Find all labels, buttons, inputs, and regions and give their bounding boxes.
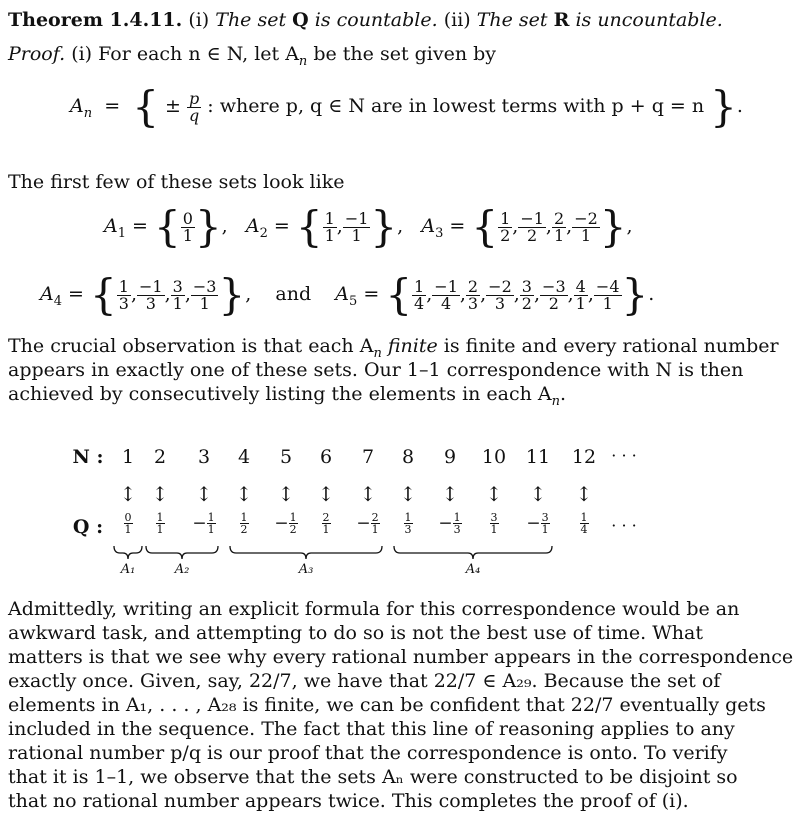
minus-sign: −	[274, 513, 289, 534]
closing-line: rational number p/q is our proof that the correspondence is onto. To verify	[8, 742, 728, 764]
rational-numerator: 1	[453, 511, 461, 524]
period: .	[648, 283, 655, 305]
q-label: Q :	[72, 516, 104, 538]
fraction-denominator: 3	[145, 293, 156, 313]
comma: ,	[426, 283, 433, 305]
right-brace: }	[370, 202, 398, 251]
rational-denominator: 1	[490, 523, 498, 536]
bijection-arrow: ↕	[277, 482, 295, 506]
rational-numerator: 1	[404, 511, 412, 524]
underbrace	[394, 546, 552, 559]
right-brace: }	[621, 270, 649, 319]
separator: ,	[245, 283, 276, 305]
fraction-numerator: 4	[575, 276, 586, 296]
bijection-arrow: ↕	[359, 482, 377, 506]
closing-line: included in the sequence. The fact that this line of reasoning applies to any	[8, 718, 735, 740]
rational-denominator: 1	[156, 523, 164, 536]
left-brace: {	[132, 82, 159, 131]
left-brace: {	[90, 270, 117, 319]
part-two-end: is uncountable.	[575, 9, 723, 31]
def-frac-den: q	[188, 105, 200, 125]
fraction-denominator: 1	[172, 293, 183, 313]
natural-number: 1	[121, 446, 135, 468]
natural-number: 3	[197, 446, 211, 468]
rational-numerator: 1	[207, 511, 215, 524]
def-where: : where p, q ∈ N are in lowest terms with p + q = n	[207, 95, 705, 117]
left-brace: {	[154, 202, 181, 251]
closing-line: awkward task, and attempting to do so is not the best use of time. What	[8, 622, 703, 644]
fraction-numerator: 2	[553, 208, 565, 228]
fraction-numerator: 0	[182, 208, 193, 228]
set-name: A	[335, 283, 350, 305]
right-brace: }	[710, 82, 737, 131]
bijection-arrow: ↕	[575, 482, 593, 506]
comma: ,	[587, 283, 594, 305]
part-one-text: The set	[215, 9, 287, 31]
crucial-text-4: achieved by consecutively listing the elements in each A	[8, 383, 552, 405]
comma: ,	[459, 283, 466, 305]
rational-numerator: 3	[490, 511, 498, 524]
part-one-prefix: (i)	[188, 9, 210, 31]
fraction-denominator: 1	[324, 225, 335, 245]
and-word: and	[275, 283, 312, 305]
rational-numerator: 1	[240, 511, 248, 524]
bijection-arrow: ↕	[151, 482, 169, 506]
fraction-denominator: 2	[500, 225, 511, 245]
fraction-numerator: 3	[172, 276, 183, 296]
set-name: A	[104, 215, 118, 237]
equals-sign: =	[443, 215, 472, 237]
equals-sign: =	[62, 283, 91, 305]
bijection-arrow: ↕	[317, 482, 335, 506]
fraction-denominator: 3	[467, 293, 479, 313]
comma: ,	[545, 215, 552, 237]
natural-number: 9	[443, 446, 457, 468]
comma: ,	[566, 215, 573, 237]
comma: ,	[130, 283, 137, 305]
fraction-numerator: −3	[192, 276, 217, 296]
rational-denominator: 1	[124, 523, 132, 536]
set-sub: 1	[117, 225, 127, 241]
bijection-arrow: ↕	[235, 482, 253, 506]
fraction-denominator: 1	[553, 225, 565, 245]
crucial-sub-2: n	[551, 393, 561, 409]
natural-number: 11	[525, 446, 551, 468]
rational-denominator: 2	[289, 523, 297, 536]
minus-sign: −	[526, 513, 541, 534]
equals-sign: =	[267, 215, 296, 237]
n-label: N :	[72, 446, 104, 468]
rational-denominator: 1	[207, 523, 215, 536]
proof-intro-sub: n	[298, 53, 308, 69]
rational-denominator: 1	[541, 523, 549, 536]
natural-number: 12	[571, 446, 597, 468]
rational-numerator: 1	[580, 511, 588, 524]
brace-label: A₄	[465, 562, 481, 577]
rational-denominator: 1	[371, 523, 379, 536]
natural-number: 6	[319, 446, 333, 468]
bijection-arrow: ↕	[441, 482, 459, 506]
def-lhs: A	[70, 95, 84, 117]
rational-denominator: 1	[322, 523, 330, 536]
natural-number: 8	[401, 446, 415, 468]
left-brace: {	[295, 202, 323, 251]
rational-denominator: 3	[404, 523, 412, 536]
left-brace: {	[471, 202, 499, 251]
set-sub: 5	[349, 293, 358, 309]
def-lhs-sub: n	[83, 105, 93, 121]
natural-number: 2	[153, 446, 167, 468]
right-brace: }	[599, 202, 627, 251]
proof-intro-end: be the set given by	[313, 43, 497, 65]
crucial-text-2: is finite and every rational number	[443, 335, 779, 357]
set-q-symbol: Q	[292, 9, 309, 31]
rational-numerator: 3	[541, 511, 549, 524]
fraction-denominator: 4	[440, 293, 452, 313]
crucial-line-2: appears in exactly one of these sets. Our 1–1 correspondence with N is then	[8, 359, 744, 381]
fraction-denominator: 1	[575, 293, 586, 313]
comma: ,	[480, 283, 487, 305]
fraction-numerator: 1	[414, 276, 425, 296]
def-frac-num: p	[188, 88, 200, 108]
fraction-denominator: 4	[414, 293, 425, 313]
comma: ,	[513, 283, 520, 305]
part-one-end: is countable.	[314, 9, 438, 31]
comma: ,	[567, 283, 574, 305]
underbrace	[146, 546, 218, 559]
fraction-numerator: −1	[520, 208, 544, 228]
rational-numerator: 2	[322, 511, 330, 524]
fraction-numerator: −3	[542, 276, 566, 296]
comma: ,	[184, 283, 191, 305]
fraction-denominator: 1	[602, 293, 613, 313]
equals-sign: =	[357, 283, 386, 305]
closing-line: matters is that we see why every rational number appears in the correspondence	[8, 646, 793, 668]
separator: ,	[397, 215, 422, 237]
crucial-finite: finite	[387, 335, 438, 357]
theorem-label: Theorem 1.4.11.	[8, 9, 183, 31]
fraction-numerator: 1	[324, 208, 335, 228]
fraction-numerator: −2	[488, 276, 512, 296]
closing-line: Admittedly, writing an explicit formula for this correspondence would be an	[8, 598, 740, 620]
set-sub: 4	[53, 293, 63, 309]
set-sub: 2	[259, 225, 268, 241]
bijection-arrow: ↕	[195, 482, 213, 506]
fraction-numerator: −1	[434, 276, 458, 296]
minus-sign: −	[438, 513, 453, 534]
set-name: A	[40, 283, 54, 305]
bijection-arrow: ↕	[399, 482, 417, 506]
minus-sign: −	[192, 513, 207, 534]
closing-line: exactly once. Given, say, 22/7, we have that 22/7 ∈ A₂₉. Because the set of	[8, 670, 721, 692]
underbrace	[114, 546, 142, 559]
closing-line: that it is 1–1, we observe that the sets Aₙ were constructed to be disjoint so	[8, 766, 738, 788]
fraction-denominator: 1	[182, 225, 193, 245]
comma: ,	[533, 283, 541, 305]
fraction-denominator: 3	[494, 293, 506, 313]
brace-label: A₃	[298, 562, 314, 577]
ellipsis: · · ·	[611, 516, 637, 535]
rational-numerator: 1	[289, 511, 297, 524]
fraction-numerator: 1	[118, 276, 129, 296]
fraction-numerator: 2	[467, 276, 479, 296]
fraction-denominator: 1	[351, 225, 362, 245]
first-few-text: The first few of these sets look like	[8, 171, 345, 193]
fraction-numerator: −4	[595, 276, 620, 296]
crucial-line-3: achieved by consecutively listing the elements in each $A_n$.	[8, 383, 567, 409]
brace-label: A₁	[120, 562, 136, 577]
fraction-denominator: 2	[521, 293, 532, 313]
ellipsis: · · ·	[611, 446, 637, 465]
fraction-denominator: 1	[199, 293, 210, 313]
rational-numerator: 2	[371, 511, 379, 524]
fraction-denominator: 2	[527, 225, 538, 245]
fraction-denominator: 3	[118, 293, 129, 313]
natural-number: 4	[237, 446, 251, 468]
part-two-text: The set	[476, 9, 548, 31]
bijection-arrow: ↕	[485, 482, 503, 506]
fraction-numerator: 1	[500, 208, 511, 228]
closing-line: that no rational number appears twice. This completes the proof of (i).	[8, 790, 689, 812]
set-sub: 3	[435, 225, 444, 241]
rational-numerator: 1	[156, 511, 164, 524]
brace-label: A₂	[174, 562, 190, 577]
right-brace: }	[218, 270, 246, 319]
equals-sign: =	[126, 215, 155, 237]
set-r-symbol: R	[553, 9, 570, 31]
right-brace: }	[194, 202, 222, 251]
underbrace	[230, 546, 382, 559]
crucial-text-1: The crucial observation is that each A	[8, 335, 374, 357]
rational-denominator: 3	[453, 523, 461, 536]
comma: ,	[164, 283, 171, 305]
proof-intro-text: (i) For each n ∈ N, let A	[71, 43, 299, 65]
separator: ,	[626, 215, 633, 237]
fraction-numerator: −1	[138, 276, 163, 296]
proof-label: Proof.	[8, 43, 66, 65]
set-name: A	[421, 215, 436, 237]
fraction-numerator: −1	[344, 208, 369, 228]
natural-number: 5	[279, 446, 293, 468]
bijection-arrow: ↕	[529, 482, 547, 506]
fraction-denominator: 1	[580, 225, 592, 245]
separator: ,	[221, 215, 246, 237]
natural-number: 7	[361, 446, 375, 468]
part-two-prefix: (ii)	[443, 9, 471, 31]
left-brace: {	[385, 270, 413, 319]
crucial-sub-1: n	[373, 345, 382, 361]
comma: ,	[512, 215, 519, 237]
fraction-denominator: 2	[548, 293, 559, 313]
rational-numerator: 0	[124, 511, 132, 524]
comma: ,	[336, 215, 343, 237]
rational-denominator: 2	[240, 523, 248, 536]
set-definition: $A_n$ = { ± $\frac{p}{q}$ : where p, q ∈ N are in lowest terms with p + q = n }.	[70, 82, 743, 131]
closing-line: elements in A₁, . . . , A₂₈ is finite, we can be confident that 22/7 eventually gets	[8, 694, 766, 716]
fraction-numerator: −2	[574, 208, 598, 228]
set-name: A	[245, 215, 260, 237]
rational-denominator: 4	[580, 523, 588, 536]
def-pm: ±	[164, 95, 181, 117]
fraction-numerator: 3	[521, 276, 532, 296]
minus-sign: −	[356, 513, 371, 534]
bijection-arrow: ↕	[119, 482, 137, 506]
natural-number: 10	[481, 446, 507, 468]
